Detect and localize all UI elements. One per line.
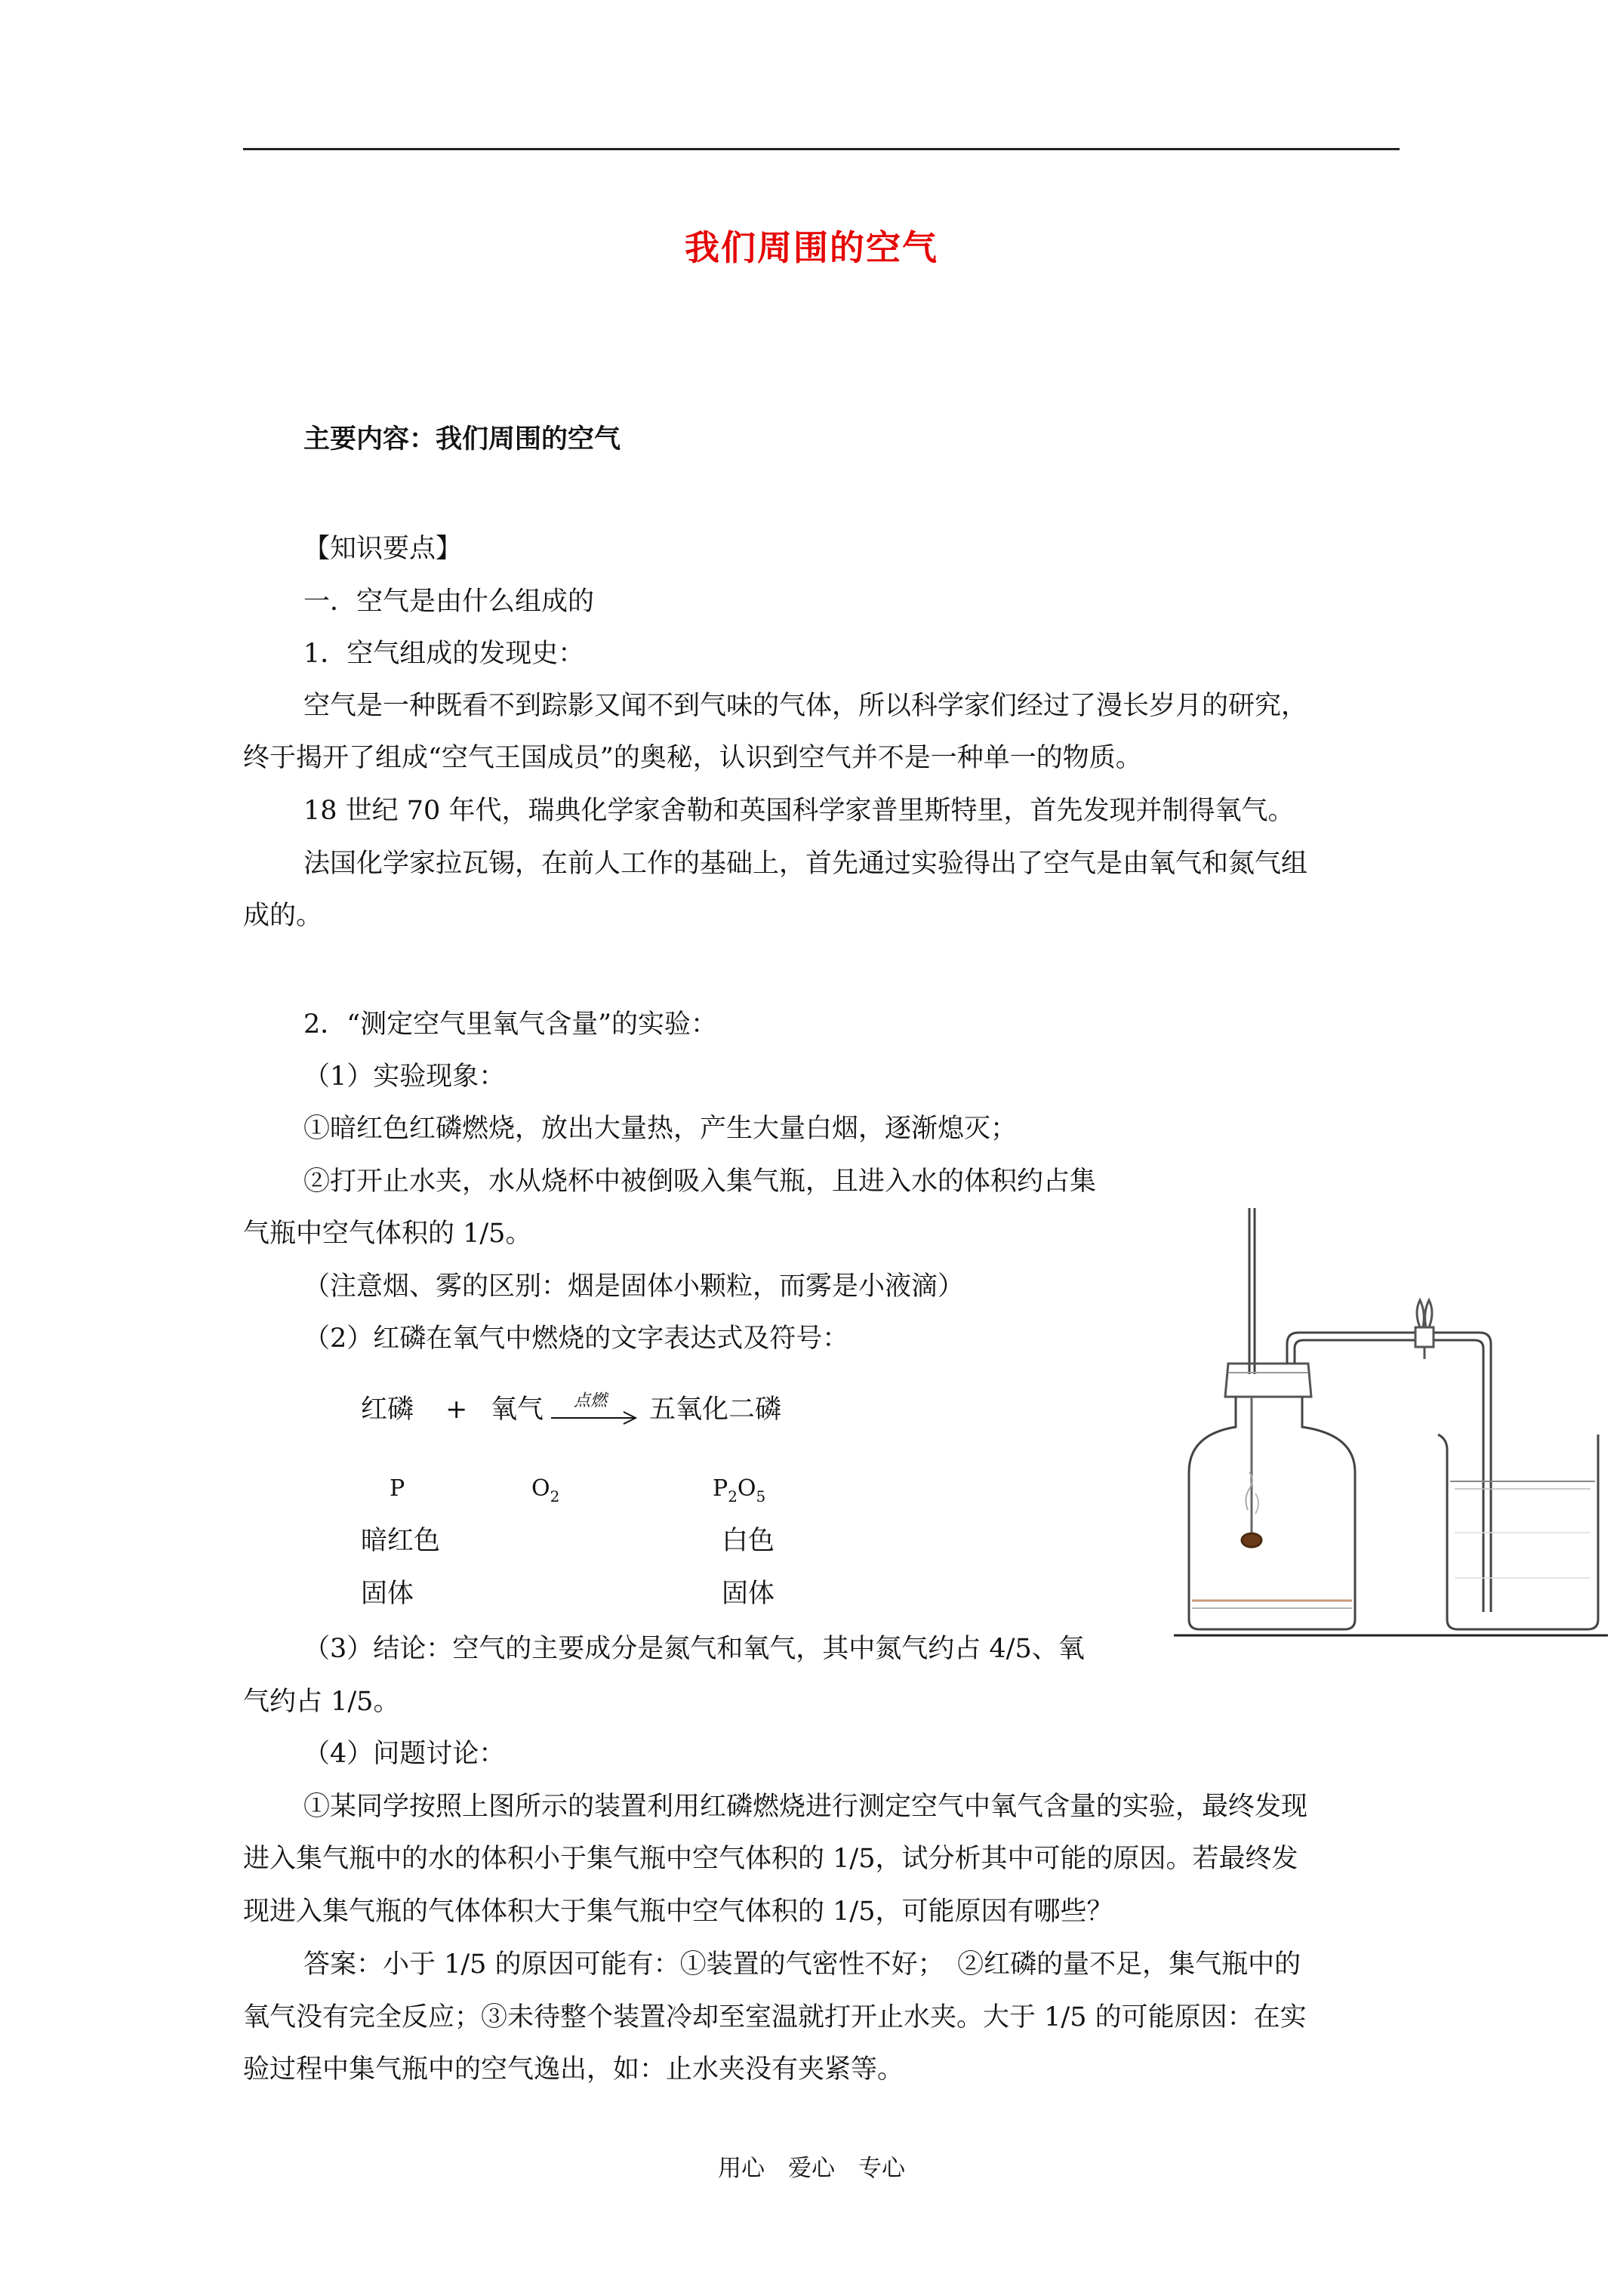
answer-line2: 氧气没有完全反应；③未待整个装置冷却至室温就打开止水夹。大于 1/5 的可能原因：在实	[243, 2002, 1307, 2032]
section1-item2: 2．“测定空气里氧气含量”的实验：	[303, 1009, 718, 1040]
page-footer: 用心 爱心 专心	[718, 2155, 905, 2182]
subsection4: （4）问题讨论：	[303, 1739, 506, 1769]
subsection2: （2）红磷在氧气中燃烧的文字表达式及符号：	[303, 1324, 849, 1354]
symbol-phosphorus: P	[390, 1475, 405, 1502]
paragraph1-line1: 空气是一种既看不到踪影又闻不到气味的气体，所以科学家们经过了漫长岁月的研究，	[303, 691, 1308, 721]
oxygen-experiment-apparatus	[1174, 1208, 1608, 1638]
conclusion-line1: （3）结论：空气的主要成分是氮气和氧气，其中氮气约占 4/5、氧	[303, 1634, 1085, 1664]
smoke-fog-note: （注意烟、雾的区别：烟是固体小颗粒，而雾是小液滴）	[303, 1271, 965, 1302]
answer-line1: 答案：小于 1/5 的原因可能有：①装置的气密性不好； ②红磷的量不足，集气瓶中的	[303, 1949, 1301, 1980]
question-line1: ①某同学按照上图所示的装置利用红磷燃烧进行测定空气中氧气含量的实验，最终发现	[303, 1792, 1308, 1822]
reactant-color: 暗红色	[361, 1526, 441, 1556]
paragraph3-line1: 法国化学家拉瓦锡，在前人工作的基础上，首先通过实验得出了空气是由氧气和氮气组	[303, 849, 1308, 879]
question-line2: 进入集气瓶中的水的体积小于集气瓶中空气体积的 1/5，试分析其中可能的原因。若最终发	[243, 1844, 1298, 1874]
observation2-line2: 气瓶中空气体积的 1/5。	[243, 1219, 532, 1249]
header-rule	[243, 148, 1400, 150]
knowledge-points-heading: 【知识要点】	[303, 534, 463, 564]
section1-heading: 一．空气是由什么组成的	[303, 587, 595, 617]
paragraph3-line2: 成的。	[243, 901, 323, 931]
main-content-line: 主要内容：我们周围的空气	[303, 424, 621, 455]
product-state: 固体	[722, 1579, 775, 1609]
observation2-line1: ②打开止水夹，水从烧杯中被倒吸入集气瓶，且进入水的体积约占集	[303, 1166, 1097, 1197]
equation-reactant1: 红磷	[361, 1395, 414, 1425]
subsection1: （1）实验现象：	[303, 1062, 506, 1092]
observation1: ①暗红色红磷燃烧，放出大量热，产生大量白烟，逐渐熄灭；	[303, 1114, 1018, 1144]
answer-line3: 验过程中集气瓶中的空气逸出，如：止水夹没有夹紧等。	[243, 2054, 904, 2085]
equation-product: 五氧化二磷	[649, 1395, 782, 1425]
equation-reactant2: 氧气	[491, 1395, 544, 1425]
paragraph2-line1: 18 世纪 70 年代，瑞典化学家舍勒和英国科学家普里斯特里，首先发现并制得氧气。	[303, 796, 1295, 826]
reaction-arrow	[550, 1388, 639, 1433]
reaction-condition: 点燃	[574, 1391, 608, 1410]
symbol-p2o5: $P_2O_5$	[713, 1475, 766, 1505]
arrow-icon	[550, 1404, 639, 1427]
reactant-state: 固体	[361, 1579, 414, 1609]
conclusion-line2: 气约占 1/5。	[243, 1687, 400, 1717]
product-color: 白色	[722, 1526, 775, 1556]
page-title: 我们周围的空气	[685, 227, 938, 268]
question-line3: 现进入集气瓶的气体体积大于集气瓶中空气体积的 1/5，可能原因有哪些？	[243, 1897, 1113, 1927]
paragraph1-line2: 终于揭开了组成“空气王国成员”的奥秘，认识到空气并不是一种单一的物质。	[243, 743, 1142, 773]
section1-item1: 1．空气组成的发现史：	[303, 639, 585, 669]
symbol-oxygen: $O_2$	[531, 1475, 560, 1505]
equation-plus: +	[445, 1395, 468, 1425]
